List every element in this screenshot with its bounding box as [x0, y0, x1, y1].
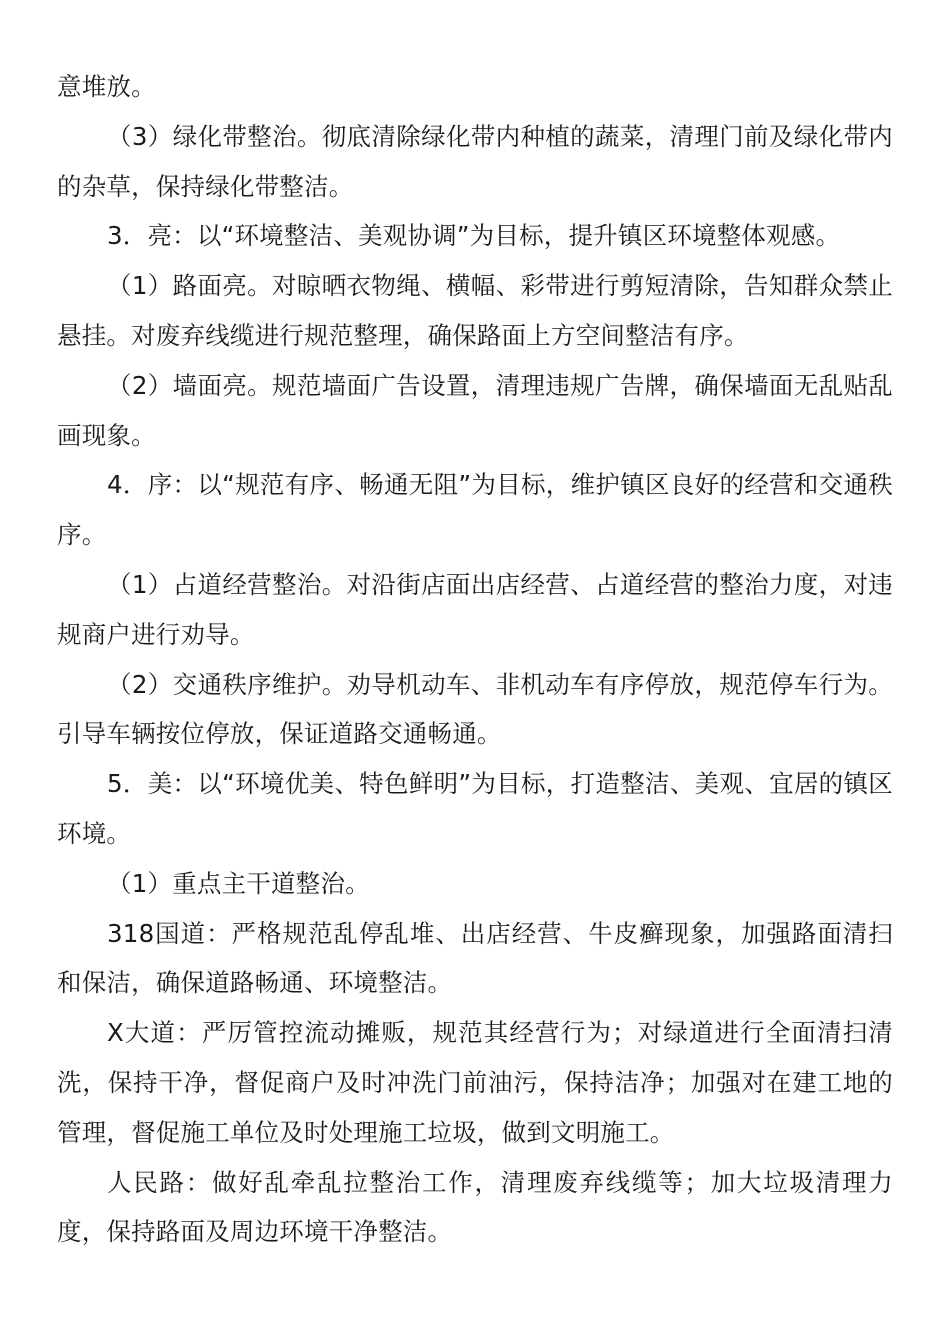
paragraph-national-road-318: 318国道：严格规范乱停乱堆、出店经营、牛皮癣现象，加强路面清扫和保洁，确保道路畅通、环境整洁。: [57, 918, 893, 998]
paragraph-greenbelt-cleanup: （3）绿化带整治。彻底清除绿化带内种植的蔬菜，清理门前及绿化带内的杂草，保持绿化带整洁。: [57, 121, 893, 201]
paragraph-traffic-order: （2）交通秩序维护。劝导机动车、非机动车有序停放，规范停车行为。引导车辆按位停放，保证道路交通畅通。: [57, 669, 893, 749]
paragraph-road-bright: （1）路面亮。对晾晒衣物绳、横幅、彩带进行剪短清除，告知群众禁止悬挂。对废弃线缆进行规范整理，确保路面上方空间整洁有序。: [57, 271, 893, 350]
paragraph-section-beauty: 5．美：以“环境优美、特色鲜明”为目标，打造整洁、美观、宜居的镇区环境。: [57, 769, 893, 848]
paragraph-section-order: 4．序：以“规范有序、畅通无阻”为目标，维护镇区良好的经营和交通秩序。: [57, 470, 893, 550]
paragraph-x-avenue: X大道：严厉管控流动摊贩，规范其经营行为；对绿道进行全面清扫清洗，保持干净，督促商户及时冲洗门前油污，保持洁净；加强对在建工地的管理，督促施工单位及时处理施工垃圾，做到文明施工。: [57, 1018, 893, 1147]
paragraph-wall-bright: （2）墙面亮。规范墙面广告设置，清理违规广告牌，确保墙面无乱贴乱画现象。: [57, 370, 893, 450]
paragraph-main-road-rectification: （1）重点主干道整治。: [107, 868, 370, 898]
paragraph-continuation: 意堆放。: [57, 72, 156, 101]
paragraph-street-vending: （1）占道经营整治。对沿街店面出店经营、占道经营的整治力度，对违规商户进行劝导。: [57, 569, 893, 649]
paragraph-section-bright: 3．亮：以“环境整洁、美观协调”为目标，提升镇区环境整体观感。: [107, 221, 841, 251]
paragraph-renmin-road: 人民路：做好乱牵乱拉整治工作，清理废弃线缆等；加大垃圾清理力度，保持路面及周边环境干净整洁。: [57, 1167, 893, 1247]
document-page: [57, 62, 893, 1257]
